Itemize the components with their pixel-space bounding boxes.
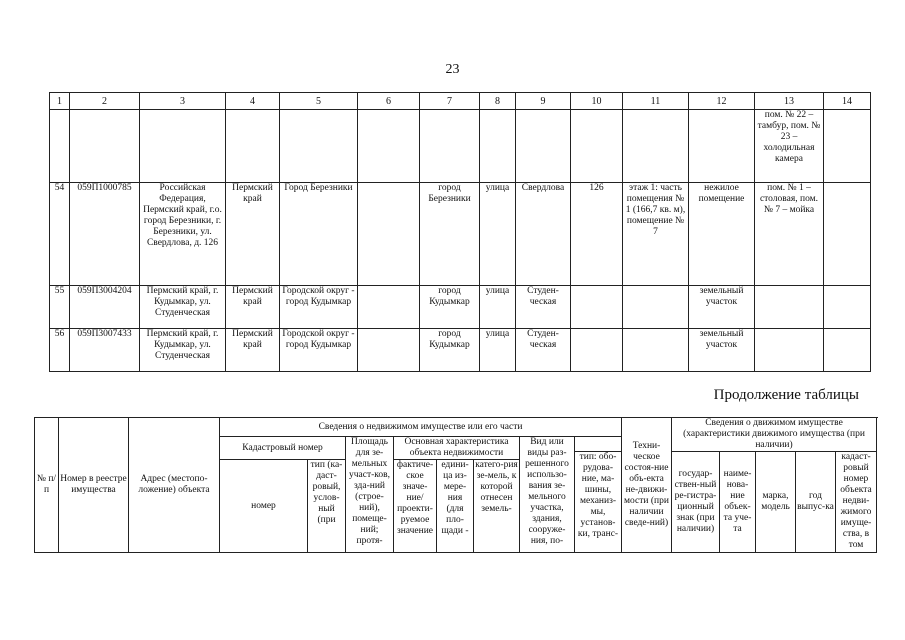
table-cell: Город Березники bbox=[280, 183, 358, 286]
table-cell bbox=[571, 286, 623, 329]
table-cell: 059П3007433 bbox=[70, 329, 140, 372]
table-cell: Городской округ - город Кудымкар bbox=[280, 286, 358, 329]
table-cell: улица bbox=[480, 286, 516, 329]
col-header-unit: едини-ца из-мере-ния (для пло-щади - bbox=[437, 460, 474, 553]
col-header-permitted-use: Вид или виды раз-решенного использо-вания зе-мельного участка, здания, сооруже-ния, по- bbox=[520, 437, 575, 553]
col-number: 13 bbox=[755, 93, 824, 110]
col-header-year: год выпус-ка bbox=[796, 452, 836, 553]
table-cell bbox=[480, 110, 516, 183]
table-cell bbox=[623, 110, 689, 183]
table-cell bbox=[571, 110, 623, 183]
table-cell: земельный участок bbox=[689, 286, 755, 329]
table-cell: 059П1000785 bbox=[70, 183, 140, 286]
continuation-title: Продолжение таблицы bbox=[713, 387, 859, 403]
col-header-technical-state: Техни-ческое состоя-ние объ-екта не-движи-мости (при наличии сведе-ний) bbox=[622, 418, 672, 553]
table-cell: город Кудымкар bbox=[420, 286, 480, 329]
table-cell: город Кудымкар bbox=[420, 329, 480, 372]
col-header-movable-name: наиме-нова-ние объек-та уче-та bbox=[720, 452, 756, 553]
table-cell: 55 bbox=[50, 286, 70, 329]
column-numbers-row bbox=[50, 93, 871, 110]
col-number: 11 bbox=[623, 93, 689, 110]
table-cell: 56 bbox=[50, 329, 70, 372]
table-cell: Студен-ческая bbox=[516, 329, 571, 372]
col-number: 8 bbox=[480, 93, 516, 110]
table-cell bbox=[623, 329, 689, 372]
group-header-cadastral: Кадастровый номер bbox=[220, 437, 346, 460]
page-number: 23 bbox=[445, 62, 460, 77]
col-number: 3 bbox=[140, 93, 226, 110]
col-number: 1 bbox=[50, 93, 70, 110]
table-cell bbox=[824, 286, 871, 329]
table-cell bbox=[50, 110, 70, 183]
table-cell: Пермский край bbox=[226, 183, 280, 286]
table-cell: Российская Федерация, Пермский край, г.о. город Березники, г. Березники, ул. Свердлова, д. 126 bbox=[140, 183, 226, 286]
table-cell: улица bbox=[480, 183, 516, 286]
table-cell bbox=[824, 329, 871, 372]
table-cell bbox=[689, 110, 755, 183]
table-cell: пом. № 1 – столовая, пом. № 7 – мойка bbox=[755, 183, 824, 286]
table-cell: земельный участок bbox=[689, 329, 755, 372]
table-cell bbox=[824, 110, 871, 183]
col-number: 7 bbox=[420, 93, 480, 110]
table-cell bbox=[140, 110, 226, 183]
table-cell: 54 bbox=[50, 183, 70, 286]
col-header-brand-model: марка, модель bbox=[756, 452, 796, 553]
col-number: 12 bbox=[689, 93, 755, 110]
col-number: 9 bbox=[516, 93, 571, 110]
table-cell bbox=[280, 110, 358, 183]
group-header-main-characteristic: Основная характеристика объекта недвижимости bbox=[394, 437, 520, 460]
table-cell bbox=[623, 286, 689, 329]
col-number: 6 bbox=[358, 93, 420, 110]
table-cell: Пермский край bbox=[226, 329, 280, 372]
col-header-number: № п/п bbox=[35, 418, 59, 553]
table-row bbox=[50, 183, 871, 286]
table-row bbox=[50, 286, 871, 329]
table-row bbox=[50, 329, 871, 372]
table-row bbox=[50, 110, 871, 183]
table-cell bbox=[516, 110, 571, 183]
table-cell bbox=[358, 286, 420, 329]
table-cell bbox=[420, 110, 480, 183]
table-cell: Пермский край, г. Кудымкар, ул. Студенческая bbox=[140, 329, 226, 372]
table-cell bbox=[358, 329, 420, 372]
table-cell bbox=[755, 286, 824, 329]
table-cell bbox=[70, 110, 140, 183]
table-cell: город Березники bbox=[420, 183, 480, 286]
table-cell: Свердлова bbox=[516, 183, 571, 286]
table-cell bbox=[755, 329, 824, 372]
group-header-real-estate: Сведения о недвижимом имуществе или его части bbox=[220, 418, 622, 437]
table-cell bbox=[571, 329, 623, 372]
table-cell: Студен-ческая bbox=[516, 286, 571, 329]
table-cell bbox=[358, 183, 420, 286]
table-cell: этаж 1: часть помещения № 1 (166,7 кв. м), помещение № 7 bbox=[623, 183, 689, 286]
table-cell: 059П3004204 bbox=[70, 286, 140, 329]
col-header-area: Площадь для зе-мельных участ-ков, зда-ний (строе-ний), помеще-ний; протя- bbox=[346, 437, 394, 553]
col-header-movable-cadastral: кадаст-ровый номер объекта недви-жимого имуще-ства, в том bbox=[836, 452, 877, 553]
table-cell bbox=[358, 110, 420, 183]
col-number: 2 bbox=[70, 93, 140, 110]
col-header-address: Адрес (местопо-ложение) объекта bbox=[129, 418, 220, 553]
col-header-registry-number: Номер в реестре имущества bbox=[59, 418, 129, 553]
table-cell: 126 bbox=[571, 183, 623, 286]
group-header-movable: Сведения о движимом имуществе (характеристики движимого имущества (при наличии) bbox=[672, 418, 877, 452]
col-number: 14 bbox=[824, 93, 871, 110]
table-cell: Пермский край, г. Кудымкар, ул. Студенческая bbox=[140, 286, 226, 329]
col-number: 10 bbox=[571, 93, 623, 110]
col-header-actual-value: фактиче-ское значе-ние/ проекти-руемое значение bbox=[394, 460, 437, 553]
table-cell bbox=[824, 183, 871, 286]
table-cell: Пермский край bbox=[226, 286, 280, 329]
table-cell: улица bbox=[480, 329, 516, 372]
col-header-cadastral-type: тип (ка-даст-ровый, услов-ный (при bbox=[308, 460, 346, 553]
col-number: 4 bbox=[226, 93, 280, 110]
table-cell: нежилое помещение bbox=[689, 183, 755, 286]
col-header-land-category: катего-рия зе-мель, к которой отнесен земель- bbox=[474, 460, 520, 553]
col-header-reg-plate: государ-ствен-ный ре-гистра-ционный знак (при наличии) bbox=[672, 452, 720, 553]
registry-table-header-continued bbox=[34, 417, 877, 553]
registry-table-part1 bbox=[49, 92, 871, 372]
col-header-cadastral-number: номер bbox=[220, 460, 308, 553]
table-cell: пом. № 22 – тамбур, пом. № 23 – холодильная камера bbox=[755, 110, 824, 183]
table-cell bbox=[226, 110, 280, 183]
col-header-movable-type: тип: обо-рудова-ние, ма-шины, механиз-мы, установ-ки, транс- bbox=[575, 452, 622, 553]
table-cell: Городской округ - город Кудымкар bbox=[280, 329, 358, 372]
col-number: 5 bbox=[280, 93, 358, 110]
